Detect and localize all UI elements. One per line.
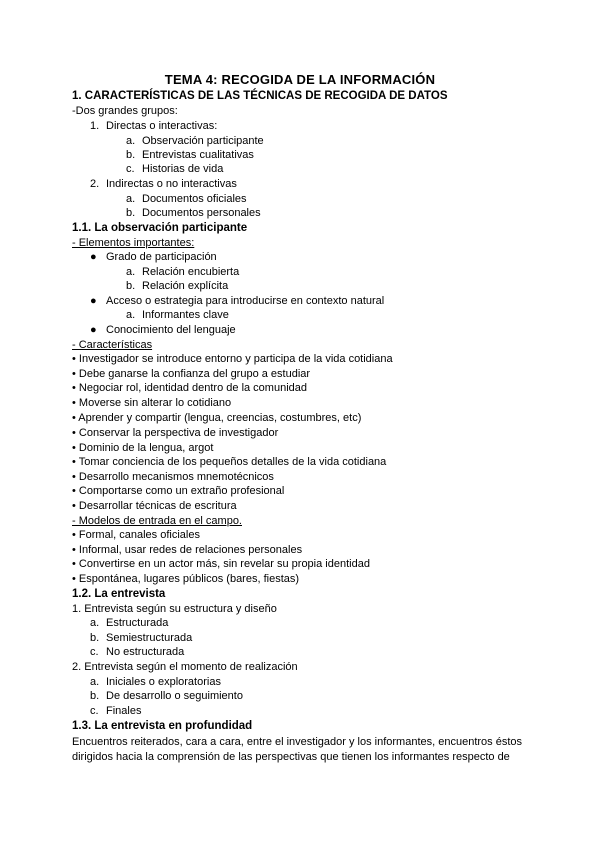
entry-model-item: • Informal, usar redes de relaciones personales <box>72 544 303 556</box>
list-marker: b. <box>126 280 136 292</box>
list-marker: c. <box>90 646 99 658</box>
elements-heading: - Elementos importantes: <box>72 237 195 249</box>
characteristic-item: • Comportarse como un extraño profesional <box>72 485 285 497</box>
list-marker: a. <box>90 676 100 688</box>
paragraph-line: dirigidos hacia la comprensión de las perspectivas que tienen los informantes respecto de <box>72 751 510 763</box>
list-item <box>90 616 168 630</box>
bullet-text: Conocimiento del lenguaje <box>106 324 236 336</box>
list-item-text: No estructurada <box>106 646 185 658</box>
section-1-1-heading: 1.1. La observación participante <box>72 222 248 234</box>
interview-type-1: 1. Entrevista según su estructura y diseño <box>72 603 277 615</box>
list-marker: a. <box>90 617 100 629</box>
bullet-item <box>90 323 236 337</box>
list-item-text: Relación encubierta <box>142 266 240 278</box>
list-item <box>90 645 184 659</box>
list-item <box>126 148 254 162</box>
list-marker: c. <box>126 163 135 175</box>
list-item <box>126 206 261 220</box>
list-marker: a. <box>126 193 136 205</box>
list-item-text: Relación explícita <box>142 280 229 292</box>
characteristic-item: • Moverse sin alterar lo cotidiano <box>72 397 232 409</box>
list-marker: b. <box>126 207 136 219</box>
characteristics-heading: - Características <box>72 339 153 351</box>
list-item <box>90 689 243 703</box>
list-item-text: Iniciales o exploratorias <box>106 676 221 688</box>
characteristic-item: • Debe ganarse la confianza del grupo a estudiar <box>72 368 311 380</box>
interview-type-2: 2. Entrevista según el momento de realización <box>72 661 298 673</box>
characteristic-item: • Negociar rol, identidad dentro de la comunidad <box>72 382 307 394</box>
bullet-icon: ● <box>90 295 97 307</box>
bullet-text: Grado de participación <box>106 251 217 263</box>
section-1-3-heading: 1.3. La entrevista en profundidad <box>72 720 253 732</box>
entry-model-item: • Formal, canales oficiales <box>72 529 200 541</box>
list-item <box>126 192 247 206</box>
list-marker: b. <box>90 690 100 702</box>
bullet-item <box>90 250 217 264</box>
list-item-text: Documentos oficiales <box>142 193 247 205</box>
characteristic-item: • Conservar la perspectiva de investigador <box>72 427 279 439</box>
list-marker: a. <box>126 135 136 147</box>
list-marker: 1. <box>90 120 100 132</box>
characteristic-item: • Tomar conciencia de los pequeños detalles de la vida cotidiana <box>72 456 387 468</box>
page-title: TEMA 4: RECOGIDA DE LA INFORMACIÓN <box>164 72 436 87</box>
list-marker: b. <box>126 149 136 161</box>
characteristic-item: • Investigador se introduce entorno y participa de la vida cotidiana <box>72 353 393 365</box>
list-item <box>126 308 229 322</box>
characteristic-item: • Desarrollar técnicas de escritura <box>72 500 237 512</box>
list-item-text: Estructurada <box>106 617 169 629</box>
list-item-text: Informantes clave <box>142 309 229 321</box>
list-item <box>126 134 264 148</box>
paragraph-line: Encuentros reiterados, cara a cara, entre el investigador y los informantes, encuentros éstos <box>72 736 523 748</box>
bullet-item <box>90 294 384 308</box>
bullet-text: Acceso o estrategia para introducirse en contexto natural <box>106 295 385 307</box>
entry-model-item: • Espontánea, lugares públicos (bares, fiestas) <box>72 573 300 585</box>
list-item <box>126 162 223 176</box>
characteristic-item: • Aprender y compartir (lengua, creencias, costumbres, etc) <box>72 412 362 424</box>
list-item-text: Entrevistas cualitativas <box>142 149 254 161</box>
list-marker: a. <box>126 309 136 321</box>
list-item-text: De desarrollo o seguimiento <box>106 690 243 702</box>
list-marker: c. <box>90 705 99 717</box>
section-1-2-heading: 1.2. La entrevista <box>72 588 166 600</box>
bullet-icon: ● <box>90 324 97 336</box>
list-item <box>90 704 141 718</box>
list-item <box>90 675 221 689</box>
list-marker: b. <box>90 632 100 644</box>
list-item-text: Documentos personales <box>142 207 261 219</box>
section-1-heading: 1. CARACTERÍSTICAS DE LAS TÉCNICAS DE RECOGIDA DE DATOS <box>72 90 448 102</box>
list-item-text: Finales <box>106 705 142 717</box>
list-item-text: Observación participante <box>142 135 264 147</box>
list-marker: 2. <box>90 178 100 190</box>
list-item-text: Historias de vida <box>142 163 224 175</box>
list-item <box>90 631 192 645</box>
entry-model-item: • Convertirse en un actor más, sin revelar su propia identidad <box>72 558 370 570</box>
entry-models-heading: - Modelos de entrada en el campo. <box>72 515 242 527</box>
list-item-text: Semiestructurada <box>106 632 193 644</box>
list-item <box>126 279 228 293</box>
list-marker: a. <box>126 266 136 278</box>
intro-line: -Dos grandes grupos: <box>72 105 178 117</box>
list-item <box>126 265 239 279</box>
group-1 <box>90 119 217 133</box>
group-2-label: Indirectas o no interactivas <box>106 178 237 190</box>
characteristic-item: • Dominio de la lengua, argot <box>72 442 214 454</box>
group-1-label: Directas o interactivas: <box>106 120 218 132</box>
group-2 <box>90 177 237 191</box>
bullet-icon: ● <box>90 251 97 263</box>
characteristic-item: • Desarrollo mecanismos mnemotécnicos <box>72 471 274 483</box>
